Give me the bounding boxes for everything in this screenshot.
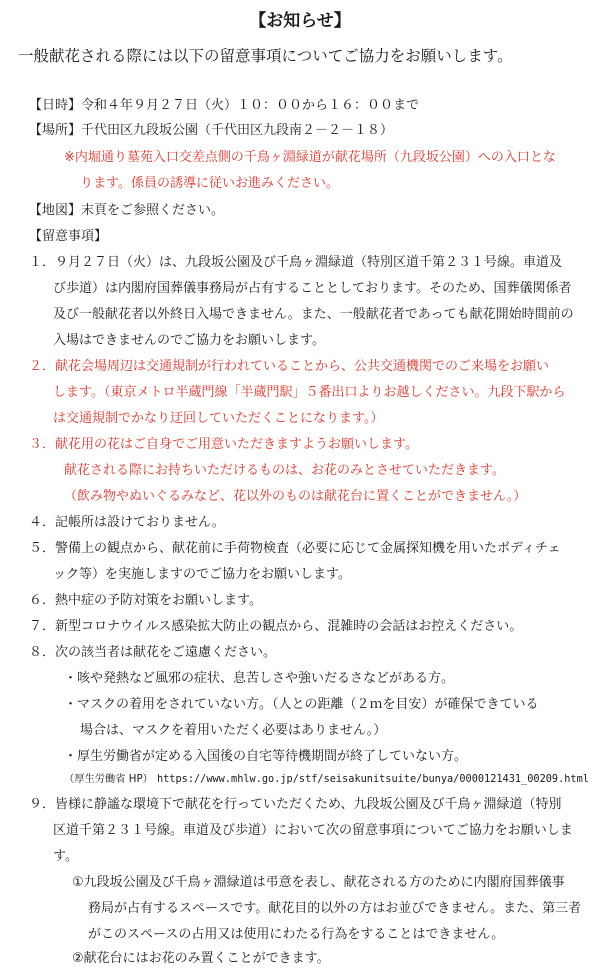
- item-1-line-3: 及び一般献花者以外終日入場できません。また、一般献花者であっても献花開始時間前の: [53, 307, 574, 322]
- notice-title: 【お知らせ】: [249, 11, 351, 31]
- item-5-line-1: ５．警備上の観点から、献花前に手荷物検査（必要に応じて金属探知機を用いたボディチェ: [29, 541, 561, 556]
- reference-url[interactable]: https://www.mhlw.go.jp/stf/seisakunitsuite/bunya/0000121431_00209.html: [156, 773, 589, 785]
- item-4: ４．記帳所は設けておりません。: [29, 515, 225, 530]
- place-line: 【場所】千代田区九段坂公園（千代田区九段南２－２－１８）: [29, 123, 394, 138]
- item-3-line-1: ３．献花用の花はご自身でご用意いただきますようお願いします。: [29, 437, 418, 452]
- notes-heading: 【留意事項】: [29, 229, 108, 244]
- place-note-line-2: ります。係員の誘導に従いお進みください。: [80, 176, 339, 191]
- place-note-line-1: ※内堀通り墓苑入口交差点側の千鳥ヶ淵緑道が献花場所（九段坂公園）への入口とな: [64, 150, 556, 165]
- item-2-line-1: ２．献花会場周辺は交通規制が行われていることから、公共交通機関でのご来場をお願い: [29, 359, 550, 374]
- item-3-line-2: 献花される際にお持ちいただけるものは、お花のみとさせていただきます。: [64, 463, 505, 478]
- item-8-sub-3: ・厚生労働省が定める入国後の自宅等待機期間が終了していない方。: [64, 749, 468, 764]
- item-1-line-1: １．９月２７日（火）は、九段坂公園及び千鳥ヶ淵緑道（特別区道千第２３１号線。車道及: [29, 255, 563, 270]
- item-9-sub-1-line-1: ①九段坂公園及び千鳥ヶ淵緑道は弔意を表し、献花される方のために内閣府国葬儀事: [72, 875, 565, 890]
- intro-text: 一般献花される際には以下の留意事項についてご協力をお願いします。: [18, 47, 513, 65]
- item-1-line-2: び歩道）は内閣府国葬儀事務局が占有することとしております。そのため、国葬儀関係者: [53, 281, 572, 296]
- item-9-sub-1-line-2: 務局が占有するスペースです。献花目的以外の方はお並びできません。また、第三者: [88, 901, 582, 916]
- item-9-line-2: 区道千第２３１号線。車道及び歩道）において次の留意事項についてご協力をお願いしま: [53, 823, 573, 838]
- item-9-sub-2: ②献花台にはお花のみ置くことができます。: [72, 951, 330, 966]
- item-9-line-1: ９．皆様に静謐な環境下で献花を行っていただくため、九段坂公園及び千鳥ヶ淵緑道（特別: [29, 797, 562, 812]
- item-2-line-2: します。（東京メトロ半蔵門線「半蔵門駅」５番出口よりお越しください。九段下駅から: [53, 385, 566, 400]
- item-9-sub-1-line-3: がこのスペースの占用又は使用にわたる行為をすることはできません。: [88, 927, 505, 942]
- item-8-sub-2-line-1: ・マスクの着用をされていない方。（人との距離（２ｍを目安）が確保できている: [64, 697, 539, 712]
- reference-label: （厚生労働省 HP）: [64, 773, 153, 785]
- item-9-line-3: す。: [53, 849, 78, 864]
- item-3-line-3: （飲み物やぬいぐるみなど、花以外のものは献花台に置くことができません。）: [64, 489, 527, 504]
- item-7: ７．新型コロナウイルス感染拡大防止の観点から、混雑時の会話はお控えください。: [29, 619, 523, 634]
- item-5-line-2: ック等）を実施しますのでご協力をお願いします。: [53, 567, 351, 582]
- item-2-line-3: は交通規制でかなり迂回していただくことになります。）: [53, 411, 384, 426]
- mhlw-reference: [64, 770, 589, 788]
- item-1-line-4: 入場はできませんのでご協力をお願いします。: [53, 333, 325, 348]
- item-6: ６．熱中症の予防対策をお願いします。: [29, 593, 262, 608]
- datetime-line: 【日時】令和４年９月２７日（火）１０：００から１６：００まで: [29, 98, 420, 113]
- map-line: 【地図】末頁をご参照ください。: [29, 203, 225, 218]
- item-8-sub-1: ・咳や発熱など風邪の症状、息苦しさや強いだるさなどがある方。: [64, 671, 455, 686]
- item-8-sub-2-line-2: 場合は、マスクを着用いただく必要はありません。）: [80, 723, 387, 738]
- item-8: ８．次の該当者は献花をご遠慮ください。: [29, 645, 277, 660]
